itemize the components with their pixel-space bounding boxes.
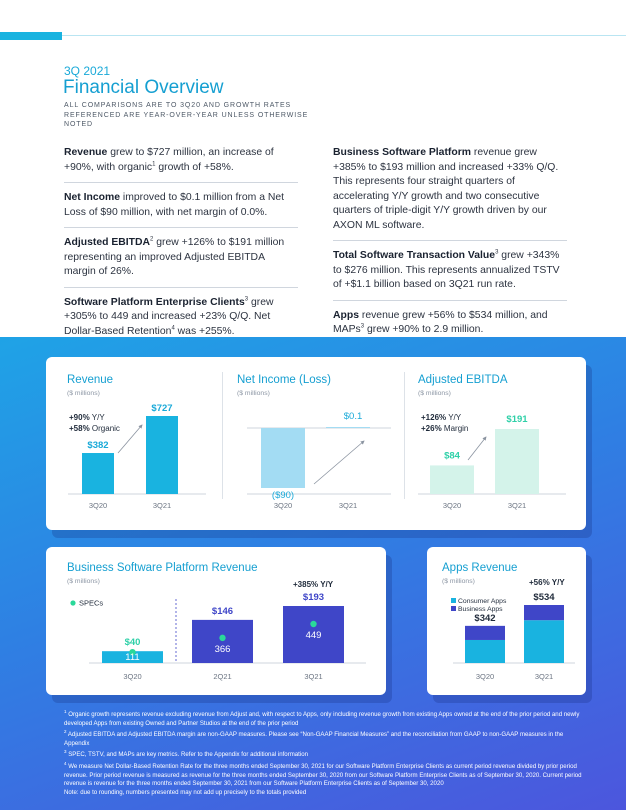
specs-legend-label: SPECs: [79, 598, 104, 608]
highlight-text: grew +305% to 449 and increased +23% Q/Q. Net Dollar-Based Retention: [64, 296, 274, 337]
highlight-text: growth of +58%.: [155, 161, 234, 173]
highlight-item: [333, 249, 567, 301]
net-income-chart-title: Net Income (Loss): [237, 374, 331, 386]
highlight-text: grew +90% to 2.9 million.: [364, 324, 484, 335]
specs-marker: [219, 635, 225, 641]
data-label: $146: [211, 605, 234, 617]
data-label: $84: [444, 450, 460, 462]
bar-business-apps: [524, 605, 564, 620]
business-apps-swatch: [451, 606, 456, 611]
consumer-apps-legend: Consumer Apps: [458, 598, 507, 605]
data-label: $0.1: [343, 411, 363, 422]
bar: [495, 429, 539, 494]
footnote: [64, 760, 589, 789]
ebitda-chart-unit: ($ millions): [418, 390, 451, 397]
data-label: $40: [124, 637, 141, 649]
tick-label: 3Q20: [273, 501, 293, 510]
header-rule: [62, 35, 626, 36]
tick-label: 3Q20: [475, 672, 495, 681]
apps-chart-title: Apps Revenue: [442, 562, 518, 574]
highlight-metric: Revenue: [64, 147, 108, 158]
tick-label: 3Q21: [152, 501, 172, 510]
highlight-item: [64, 236, 298, 288]
business-apps-legend: Business Apps: [458, 606, 503, 613]
specs-value: 111: [125, 652, 140, 663]
ebitda-chart-title: Adjusted EBITDA: [418, 374, 508, 386]
revenue-chart-title: Revenue: [67, 374, 114, 386]
bsp-chart: [89, 592, 366, 681]
footnote-text: SPEC, TSTV, and MAPs are key metrics. Refer to the Appendix for additional information: [66, 751, 309, 759]
data-label: $193: [302, 592, 325, 603]
bar: [430, 465, 474, 494]
highlight-text: grew to $727 million, an increase of +90%, with organic: [64, 147, 274, 173]
revenue-chart-unit: ($ millions): [67, 390, 100, 397]
footnote: [64, 708, 589, 728]
apps-growth-label: +56% Y/Y: [529, 578, 565, 587]
revenue-annotation-yy: +90% Y/Y: [69, 413, 105, 422]
tick-label: 3Q21: [534, 672, 554, 681]
top-charts-card: [46, 357, 586, 530]
tick-label: 3Q21: [338, 501, 358, 510]
data-label: $342: [474, 612, 496, 624]
bar: [146, 416, 178, 494]
bar: [261, 428, 305, 488]
data-label: ($90): [271, 490, 295, 501]
footnote-number: 2: [64, 729, 67, 735]
highlights-left: [64, 146, 298, 354]
specs-value: 366: [214, 643, 231, 655]
highlight-metric: Software Platform Enterprise Clients: [64, 296, 245, 308]
highlight-text: revenue grew +385% to $193 million and increased +33% Q/Q. This represents four straight quarters of accelerating Y/Y growth and two consecutive quarters of triple-digit Y/Y growth driven by our AXON ML software.: [333, 147, 559, 231]
growth-arrow: [314, 441, 364, 484]
bar: [192, 620, 253, 663]
highlight-item: [64, 191, 298, 228]
bar: [82, 453, 114, 494]
bsp-growth-label: +385% Y/Y: [293, 580, 334, 589]
footnote-ref: 3: [244, 296, 249, 303]
highlight-metric: Apps: [333, 309, 359, 321]
footnote: [64, 748, 589, 760]
tick-label: 3Q21: [304, 672, 323, 681]
bar-business-apps: [465, 626, 505, 640]
net-income-chart-unit: ($ millions): [237, 390, 270, 397]
revenue-annotation-organic: +58% Organic: [69, 424, 120, 433]
footnote-ref: 1: [152, 161, 156, 168]
tick-label: 3Q20: [442, 501, 462, 510]
apps-chart-svg: [427, 547, 586, 695]
tick-label: 3Q20: [123, 672, 142, 681]
highlight-text: was +255%.: [174, 325, 235, 337]
bsp-chart-card: [46, 547, 386, 695]
footnote-ref: 3: [360, 323, 365, 330]
ebitda-annotation-yy: +126% Y/Y: [421, 413, 462, 422]
footnote: [64, 789, 589, 798]
highlight-item: [64, 146, 298, 183]
bar: [326, 427, 370, 428]
highlight-text: grew +343% to $276 million. This represents annualized TSTV of +$1.1 billion based on 3Q21 run rate.: [333, 250, 560, 290]
page-subtitle: ALL COMPARISONS ARE TO 3Q20 AND GROWTH RATES REFERENCED ARE YEAR-OVER-YEAR UNLESS OTHERWISE NOTED: [64, 102, 309, 128]
footnote-number: 4: [64, 761, 67, 767]
highlight-item: [333, 146, 567, 241]
footnote-text: Note: due to rounding, numbers presented may not add up precisely to the totals provided: [64, 788, 307, 796]
tick-label: 3Q21: [507, 501, 527, 510]
footnote-text: We measure Net Dollar-Based Retention Rate for the three months ended September 30, 2021 for our Software Platform Enterprise Clients as current period revenue divided by prior period revenue. Prior period revenue is measured as revenue for the three months ended September 30, 2020 from our Software Platform Enterprise Clients as of September 30, 2020. Current period revenue is revenue for the three months ended September 30, 2021 from our Software Platform Enterprise Clients as of September 30, 2020: [64, 763, 582, 788]
footnotes: [64, 708, 589, 797]
quarter-label: 3Q 2021: [64, 64, 111, 78]
bar-consumer-apps: [524, 620, 564, 663]
footnote-text: Adjusted EBITDA and Adjusted EBITDA margin are non-GAAP measures. Please see “Non-GAAP Financial Measures” and the reconciliation from GAAP to non-GAAP measures in the Appendix: [64, 731, 564, 747]
highlight-text: grew +126% to $191 million representing an improved Adjusted EBITDA margin of 26%.: [64, 237, 285, 277]
footnote-ref: 2: [150, 236, 154, 243]
footnote-text: Organic growth represents revenue excluding revenue from Adjust and, with respect to Apps, only including revenue growth from existing Apps owned at the end of the prior period and newly developed Apps from existing Owned and Partner Studios at the end of the prior period: [64, 711, 580, 727]
highlight-metric: Adjusted EBITDA: [64, 237, 151, 248]
data-label: $382: [87, 440, 109, 452]
top-charts-svg: [46, 357, 586, 530]
consumer-apps-swatch: [451, 598, 456, 603]
footnote-number: 1: [64, 709, 67, 714]
growth-arrow: [468, 437, 486, 460]
data-label: $191: [506, 414, 528, 425]
bsp-chart-svg: [46, 547, 386, 695]
net-income-chart: [247, 411, 391, 510]
page-title: Financial Overview: [63, 77, 224, 98]
bsp-chart-title: Business Software Platform Revenue: [67, 562, 258, 574]
highlight-metric: Total Software Transaction Value: [333, 250, 496, 261]
specs-marker: [310, 621, 316, 627]
tick-label: 3Q20: [88, 501, 108, 510]
footnote-ref: 4: [171, 325, 175, 332]
ebitda-annotation-margin: +26% Margin: [421, 424, 469, 433]
specs-legend-swatch: [70, 600, 75, 605]
data-label: $534: [533, 592, 555, 603]
tick-label: 2Q21: [213, 672, 232, 681]
bar-consumer-apps: [465, 640, 505, 663]
footnote-ref: 3: [495, 249, 499, 256]
apps-chart-card: [427, 547, 586, 695]
bsp-chart-unit: ($ millions): [67, 578, 100, 585]
highlights-right: [333, 146, 567, 353]
data-label: $727: [151, 403, 173, 414]
growth-arrow: [118, 425, 142, 453]
highlight-metric: Business Software Platform: [333, 147, 472, 158]
highlight-text: revenue grew +56% to $534 million, and MAPs: [333, 309, 548, 335]
footnote-number: 3: [64, 749, 67, 755]
highlight-text: improved to $0.1 million from a Net Loss of $90 million, with net margin of 0.0%.: [64, 192, 285, 218]
apps-chart-unit: ($ millions): [442, 578, 475, 585]
footnote: [64, 728, 589, 748]
specs-value: 449: [305, 630, 322, 641]
highlight-metric: Net Income: [64, 192, 121, 203]
accent-bar: [0, 32, 62, 40]
